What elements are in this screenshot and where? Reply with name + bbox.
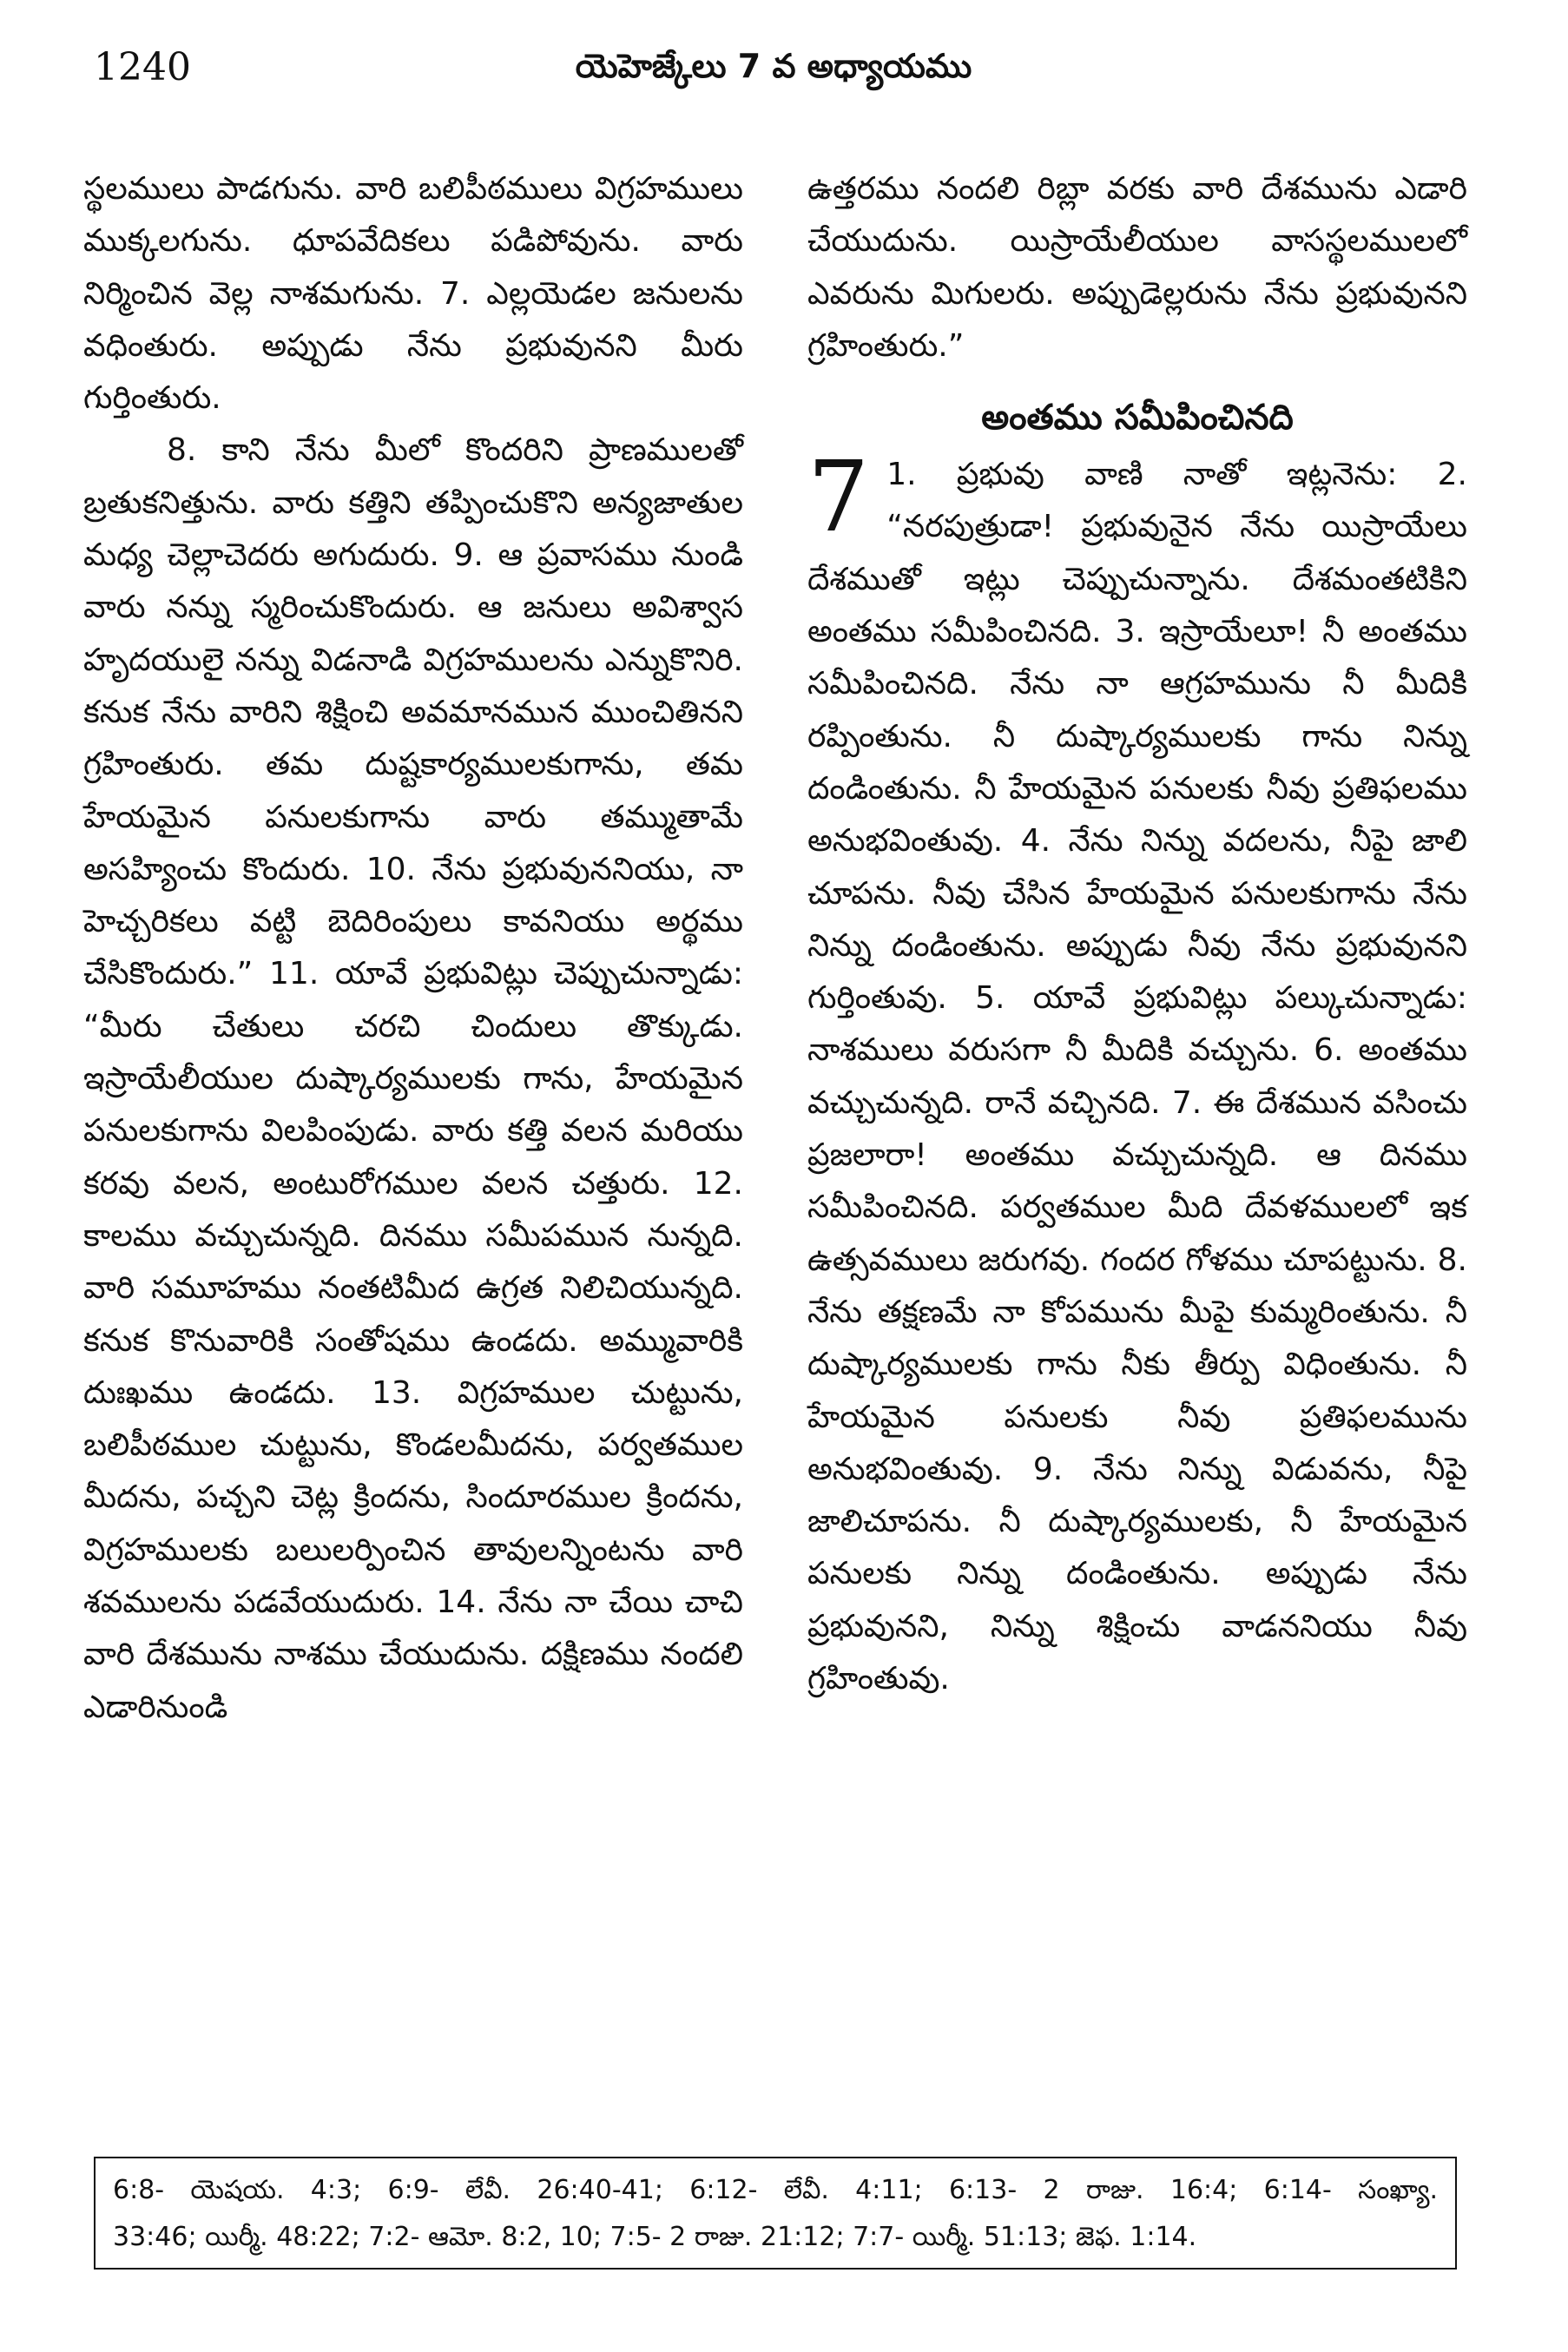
chapter-paragraph bbox=[807, 441, 1467, 1705]
chapter-number: 7 bbox=[807, 441, 870, 555]
paragraph-text: 1. ప్రభువు వాణి నాతో ఇట్లనెను: 2. “నరపుత్రుడా! ప్రభువునైన నేను యిస్రాయేలు దేశముతో ఇట్లు చెప్పుచున్నాను. దేశమంతటికిని అంతము సమీపించినది. 3. ఇస్రాయేలూ! నీ అంతము సమీపించినది. నేను నా ఆగ్రహమును నీ మీదికి రప్పింతును. నీ దుష్కార్యములకు గాను నిన్ను దండింతును. నీ హేయమైన పనులకు నీవు ప్రతిఫలము అనుభవింతువు. 4. నేను నిన్ను వదలను, నీపై జాలి చూపను. నీవు చేసిన హేయమైన పనులకుగాను నేను నిన్ను దండింతును. అప్పుడు నీవు నేను ప్రభువునని గుర్తింతువు. 5. యావే ప్రభువిట్లు పల్కుచున్నాడు: నాశములు వరుసగా నీ మీదికి వచ్చును. 6. అంతము వచ్చుచున్నది. రానే వచ్చినది. 7. ఈ దేశమున వసించు ప్రజలారా! అంతము వచ్చుచున్నది. ఆ దినము సమీపించినది. పర్వతముల మీది దేవళములలో ఇక ఉత్సవములు జరుగవు. గందర గోళము చూపట్టును. 8. నేను తక్షణమే నా కోపమును మీపై కుమ్మరింతును. నీ దుష్కార్యములకు గాను నీకు తీర్పు విధింతును. నీ హేయమైన పనులకు నీవు ప్రతిఫలమును అనుభవింతువు. 9. నేను నిన్ను విడువను, నీపై జాలిచూపను. నీ దుష్కార్యములకు, నీ హేయమైన పనులకు నిన్ను దండింతును. అప్పుడు నేను ప్రభువునని, నిన్ను శిక్షించు వాడననియు నీవు గ్రహింతువు. bbox=[807, 457, 1467, 1697]
left-column bbox=[83, 163, 743, 1734]
footnote-line: 33:46; యిర్మీ. 48:22; 7:2- ఆమో. 8:2, 10; 7:5- 2 రాజు. 21:12; 7:7- యిర్మీ. 51:13; జెఫ. 1:14. bbox=[113, 2222, 1197, 2252]
page-header bbox=[94, 45, 1453, 106]
paragraph: 8. కాని నేను మీలో కొందరిని ప్రాణములతో బ్రతుకనిత్తును. వారు కత్తిని తప్పించుకొని అన్యజాతుల మధ్య చెల్లాచెదరు అగుదురు. 9. ఆ ప్రవాసము నుండి వారు నన్ను స్మరించుకొందురు. ఆ జనులు అవిశ్వాస హృదయులై నన్ను విడనాడి విగ్రహములను ఎన్నుకొనిరి. కనుక నేను వారిని శిక్షించి అవమానమున ముంచితినని గ్రహింతురు. తమ దుష్టకార్యములకుగాను, తమ హేయమైన పనులకుగాను వారు తమ్ముతామే అసహ్యించు కొందురు. 10. నేను ప్రభువుననియు, నా హెచ్చరికలు వట్టి బెదిరింపులు కావనియు అర్థము చేసికొందురు.” 11. యావే ప్రభువిట్లు చెప్పుచున్నాడు: “మీరు చేతులు చరచి చిందులు తొక్కుడు. ఇస్రాయేలీయుల దుష్కార్యములకు గాను, హేయమైన పనులకుగాను విలపింపుడు. వారు కత్తి వలన మరియు కరవు వలన, అంటురోగముల వలన చత్తురు. 12. కాలము వచ్చుచున్నది. దినము సమీపమున నున్నది. వారి సమూహము నంతటిమీద ఉగ్రత నిలిచియున్నది. కనుక కొనువారికి సంతోషము ఉండదు. అమ్మువారికి దుఃఖము ఉండదు. 13. విగ్రహముల చుట్టును, బలిపీఠముల చుట్టును, కొండలమీదను, పర్వతముల మీదను, పచ్చని చెట్ల క్రిందను, సిందూరముల క్రిందను, విగ్రహములకు బలులర్పించిన తావులన్నింటను వారి శవములను పడవేయుదురు. 14. నేను నా చేయి చాచి వారి దేశమును నాశము చేయుదును. దక్షిణము నందలి ఎడారినుండి bbox=[83, 432, 743, 1725]
right-column bbox=[807, 163, 1467, 1705]
paragraph: ఉత్తరము నందలి రిబ్లా వరకు వారి దేశమును ఎడారి చేయుదును. యిస్రాయేలీయుల వాసస్థలములలో ఎవరును మిగులరు. అప్పుడెల్లరును నేను ప్రభువునని గ్రహింతురు.” bbox=[807, 171, 1467, 364]
cross-reference-footnote bbox=[94, 2157, 1457, 2270]
paragraph: స్థలములు పాడగును. వారి బలిపీఠములు విగ్రహములు ముక్కలగును. ధూపవేదికలు పడిపోవును. వారు నిర్మించిన వెల్ల నాశమగును. 7. ఎల్లయెడల జనులను వధింతురు. అప్పుడు నేను ప్రభువునని మీరు గుర్తింతురు. bbox=[83, 171, 743, 417]
page-number: 1240 bbox=[94, 45, 191, 89]
section-heading: అంతము సమీపించినది bbox=[981, 398, 1294, 438]
footnote-line: 6:8- యెషయ. 4:3; 6:9- లేవీ. 26:40-41; 6:12- లేవీ. 4:11; 6:13- 2 రాజు. 16:4; 6:14- సంఖ్యా. bbox=[113, 2175, 1438, 2205]
running-head: యెహెజ్కేలు 7 వ అధ్యాయము bbox=[575, 47, 972, 85]
